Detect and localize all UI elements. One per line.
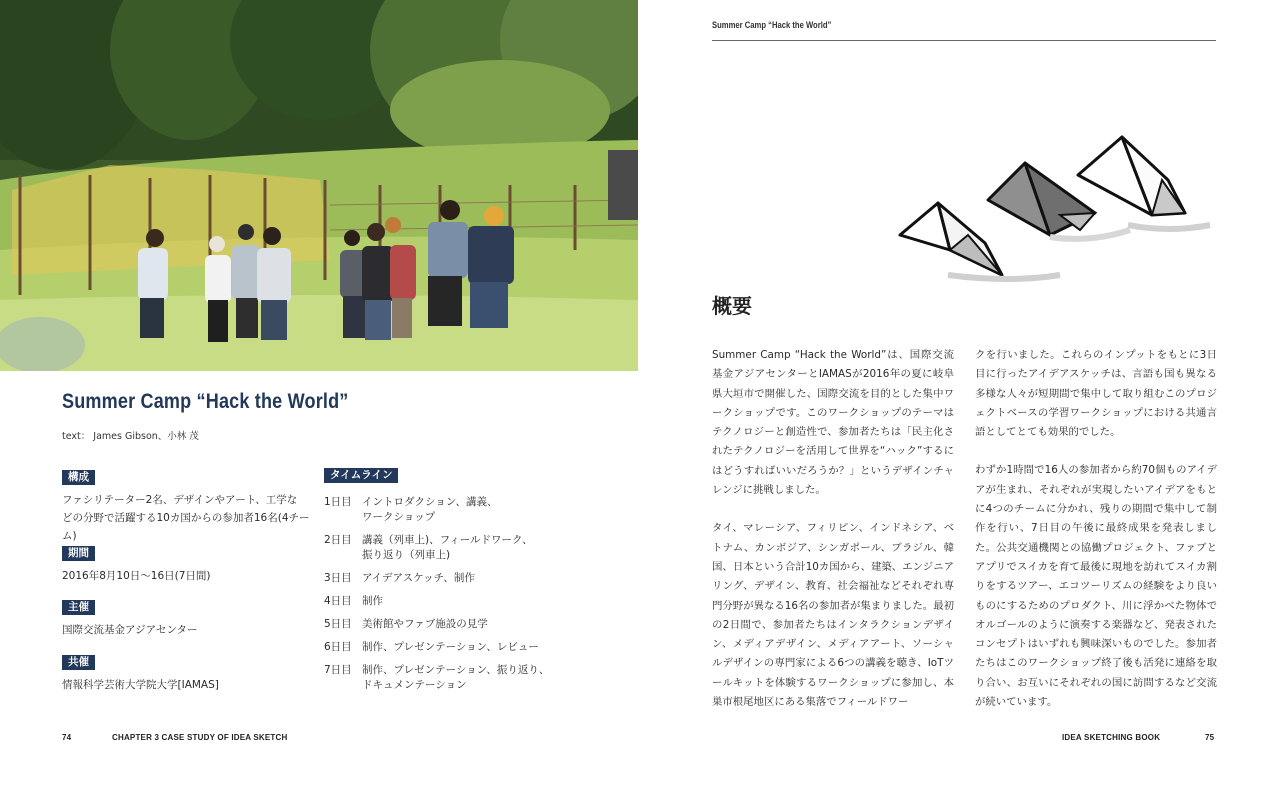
timeline-row bbox=[324, 533, 624, 563]
right-page-number: 75 bbox=[1205, 733, 1215, 742]
timeline-row bbox=[324, 495, 624, 525]
timeline-day: 6日目 bbox=[324, 641, 352, 653]
timeline-desc: 講義（列車上)、フィールドワーク、 振り返り（列車上) bbox=[362, 534, 533, 561]
section-label: 主催 bbox=[62, 600, 95, 615]
section-label: 期間 bbox=[62, 546, 95, 561]
timeline-day: 7日目 bbox=[324, 664, 352, 676]
timeline-desc: 制作、プレゼンテーション、振り返り、 ドキュメンテーション bbox=[362, 664, 550, 691]
tent-sketch-illustration bbox=[890, 125, 1220, 294]
section-label: 構成 bbox=[62, 470, 95, 485]
group-photo bbox=[0, 0, 638, 371]
chapter-footer: CHAPTER 3 CASE STUDY OF IDEA SKETCH bbox=[112, 733, 288, 742]
timeline-desc: アイデアスケッチ、制作 bbox=[362, 572, 475, 584]
article-title: Summer Camp “Hack the World” bbox=[62, 390, 349, 413]
section-text: 情報科学芸術大学院大学[IAMAS] bbox=[62, 679, 219, 691]
left-page-number: 74 bbox=[62, 733, 72, 742]
info-period bbox=[62, 541, 312, 585]
section-label: 共催 bbox=[62, 655, 95, 670]
author-credit: text： James Gibson、小林 茂 bbox=[62, 431, 199, 442]
section-heading: 概要 bbox=[712, 294, 752, 318]
info-co-organizer bbox=[62, 650, 312, 694]
running-head: Summer Camp “Hack the World” bbox=[712, 20, 832, 30]
timeline-row bbox=[324, 640, 624, 655]
section-text: ファシリテーター2名、デザインやアート、工学な どの分野で活躍する10カ国からの参加者16名(4チーム) bbox=[62, 494, 310, 542]
timeline-row bbox=[324, 617, 624, 632]
timeline-day: 1日目 bbox=[324, 496, 352, 508]
body-column-1 bbox=[712, 346, 954, 731]
timeline-label: タイムライン bbox=[324, 468, 398, 483]
info-composition bbox=[62, 465, 312, 545]
section-text: 国際交流基金アジアセンター bbox=[62, 624, 198, 636]
info-organizer bbox=[62, 595, 312, 639]
book-title-footer: IDEA SKETCHING BOOK bbox=[1062, 733, 1161, 742]
timeline-day: 5日目 bbox=[324, 618, 352, 630]
timeline-desc: 制作 bbox=[362, 595, 383, 607]
timeline-day: 4日目 bbox=[324, 595, 352, 607]
paragraph: クを行いました。これらのインプットをもとに3日目に行ったアイデアスケッチは、言語も国も異なる多様な人々が短期間で集中して取り組むこのプロジェクトベースの学習ワークショップにおける共通言語としてとても効果的でした。 bbox=[975, 349, 1217, 439]
section-text: 2016年8月10日〜16日(7日間) bbox=[62, 570, 211, 582]
timeline-day: 2日目 bbox=[324, 534, 352, 546]
header-rule bbox=[712, 40, 1216, 41]
timeline-desc: 制作、プレゼンテーション、レビュー bbox=[362, 641, 539, 653]
paragraph: わずか1時間で16人の参加者から約70個ものアイデアが生まれ、それぞれが実現したいアイデアをもとに4つのチームに分かれ、残りの期間で集中して制作を行い、7日目の午後に最終成果を発表しました。公共交通機関との協働プロジェクト、ファブとアプリでスイカを育て最後に現地を訪れてスイカ割りをするツアー、エコツーリズムの経験をより良いものにするためのプロダクト、川に浮かべた物体でオルゴールのように演奏する楽器など、発表されたコンセプトはいずれも興味深いものでした。参加者たちはこのワークショップ終了後も活発に連絡を取り合い、お互いにそれぞれの国に訪問するなど交流が続いています。 bbox=[975, 464, 1217, 709]
paragraph: タイ、マレーシア、フィリピン、インドネシア、ベトナム、カンボジア、シンガポール、ブラジル、韓国、日本という合計10カ国から、建築、エンジニアリング、デザイン、教育、社会福祉などそれぞれ専門分野が異なる16名の参加者が集まりました。最初の2日間で、参加者たちはインタラクションデザイン、メディアデザイン、メディアアート、ソーシャルデザインの専門家による6つの講義を聴き、IoTツールキットを体験するワークショップに参加し、本巣市根尾地区にある集落でフィールドワー bbox=[712, 522, 954, 709]
timeline bbox=[324, 463, 624, 701]
timeline-desc: イントロダクション、講義、 ワークショップ bbox=[362, 496, 498, 523]
timeline-row bbox=[324, 594, 624, 609]
timeline-desc: 美術館やファブ施設の見学 bbox=[362, 618, 488, 630]
body-column-2 bbox=[975, 346, 1217, 731]
timeline-row bbox=[324, 663, 624, 693]
paragraph: Summer Camp “Hack the World”は、国際交流基金アジアセンターとIAMASが2016年の夏に岐阜県大垣市で開催した、国際交流を目的とした集中ワークショップです。このワークショップのテーマはテクノロジーと創造性で、参加者たちは「民主化されたテクノロジーを活用して世界を“ハック”するにはどうすればいいだろうか？」というデザインチャレンジに挑戦しました。 bbox=[712, 349, 954, 497]
timeline-row bbox=[324, 571, 624, 586]
timeline-day: 3日目 bbox=[324, 572, 352, 584]
